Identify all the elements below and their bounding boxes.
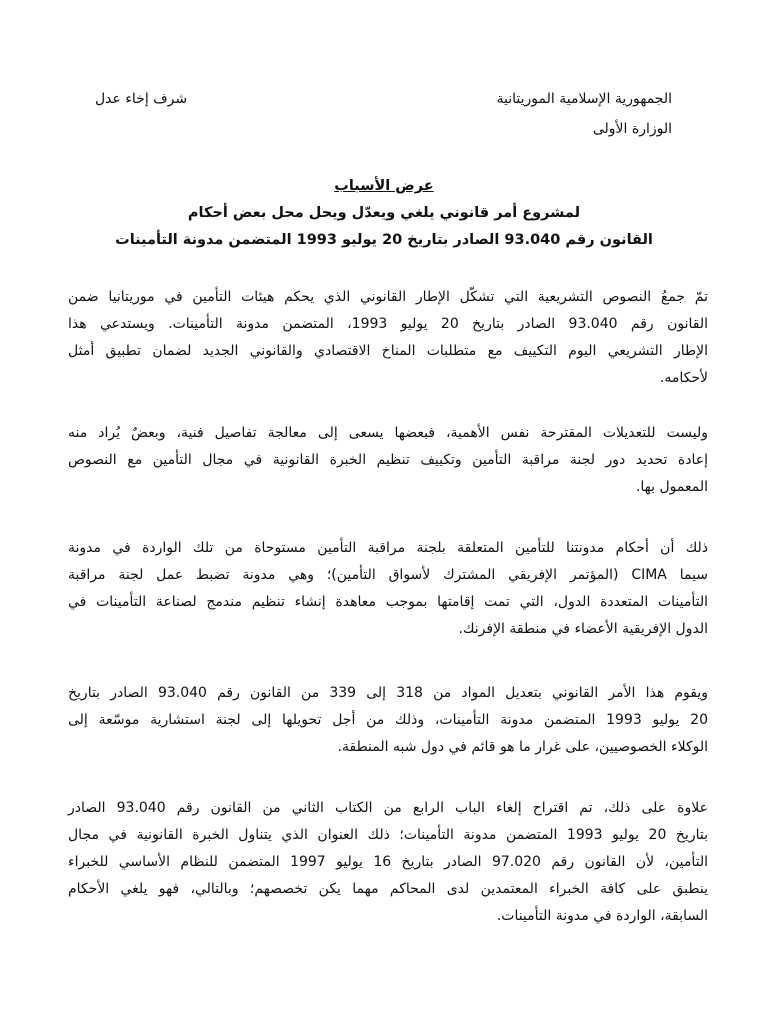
document-subtitle-line-1: لمشروع أمر قانوني يلغي ويعدّل ويحل محل بعض أحكام (187, 205, 581, 221)
paragraph-4 (68, 680, 708, 761)
document-title: عرض الأسباب (334, 178, 434, 194)
paragraph-line: إعادة تحديد دور لجنة مراقبة التأمين وتكييف تنظيم الخبرة القانونية في مجال التأمين مع النصوص (68, 452, 708, 468)
paragraph-1 (68, 284, 708, 392)
paragraph-line: القانون رقم 93.040 الصادر بتاريخ 20 يوليو 1993، المتضمن مدونة التأمينات. ويستدعي هذا (68, 316, 708, 332)
paragraph-line: ذلك أن أحكام مدونتنا للتأمين المتعلقة بلجنة مراقبة التأمين مستوحاة من تلك الواردة في مدونة (68, 540, 708, 556)
paragraph-line: تمّ جمعُ النصوص التشريعية التي تشكّل الإطار القانوني الذي يحكم هيئات التأمين في موريتانيا ضمن (68, 289, 708, 305)
document-subtitle-line-2: القانون رقم 93.040 الصادر بتاريخ 20 يوليو 1993 المتضمن مدونة التأمينات (115, 232, 653, 248)
paragraph-line: التأمينات المتعددة الدول، التي تمت إقامتها بموجب معاهدة إنشاء تنظيم مندمج لصناعة التأمينات في (68, 594, 708, 610)
paragraph-line: لأحكامه. (659, 370, 708, 386)
paragraph-line: ويقوم هذا الأمر القانوني بتعديل المواد من 318 إلى 339 من القانون رقم 93.040 الصادر بتاريخ (68, 685, 709, 701)
paragraph-line: بتاريخ 20 يوليو 1993 المتضمن مدونة التأمينات؛ ذلك العنوان الذي يتناول الخبرة القانونية في مجال (68, 827, 708, 843)
paragraph-line: السابقة، الواردة في مدونة التأمينات. (496, 908, 708, 924)
paragraph-2 (68, 420, 708, 501)
paragraph-line: سيما CIMA (المؤتمر الإفريقي المشترك لأسواق التأمين)؛ وهي مدونة تضبط عمل لجنة مراقبة (68, 567, 709, 583)
national-motto: شرف إخاء عدل (95, 91, 188, 107)
paragraph-line: الدول الإفريقية الأعضاء في منطقة الإفرنك. (458, 621, 708, 637)
paragraph-line: التأمين، لأن القانون رقم 97.020 الصادر بتاريخ 16 يوليو 1997 المتضمن للنظام الأساسي للخبراء (68, 854, 708, 870)
paragraph-line: وليست للتعديلات المقترحة نفس الأهمية، فبعضها يسعى إلى معالجة تفاصيل فنية، وبعضٌ يُراد منه (68, 425, 708, 441)
ministry-name: الوزارة الأولى (592, 121, 672, 137)
paragraph-line: الوكلاء الخصوصيين، على غرار ما هو قائم في دول شبه المنطقة. (337, 739, 708, 755)
paragraph-line: ينطبق على كافة الخبراء المعتمدين لدى المحاكم مهما يكن تخصصهم؛ وبالتالي، فهو يلغي الأحكام (68, 881, 708, 897)
paragraph-line: 20 يوليو 1993 المتضمن مدونة التأمينات، وذلك من أجل تحويلها إلى لجنة استشارية موسّعة إلى (68, 712, 708, 728)
paragraph-line: المعمول بها. (635, 479, 708, 495)
paragraph-line: الإطار التشريعي اليوم التكييف مع متطلبات المناخ الاقتصادي والقانوني الجديد لضمان تطبيق أمثل (68, 343, 708, 359)
country-name: الجمهورية الإسلامية الموريتانية (496, 91, 672, 107)
paragraph-5 (68, 795, 708, 930)
paragraph-line: علاوة على ذلك، تم اقتراح إلغاء الباب الرابع من الكتاب الثاني من القانون رقم 93.040 الصادر (68, 800, 708, 816)
paragraph-3 (68, 535, 708, 643)
